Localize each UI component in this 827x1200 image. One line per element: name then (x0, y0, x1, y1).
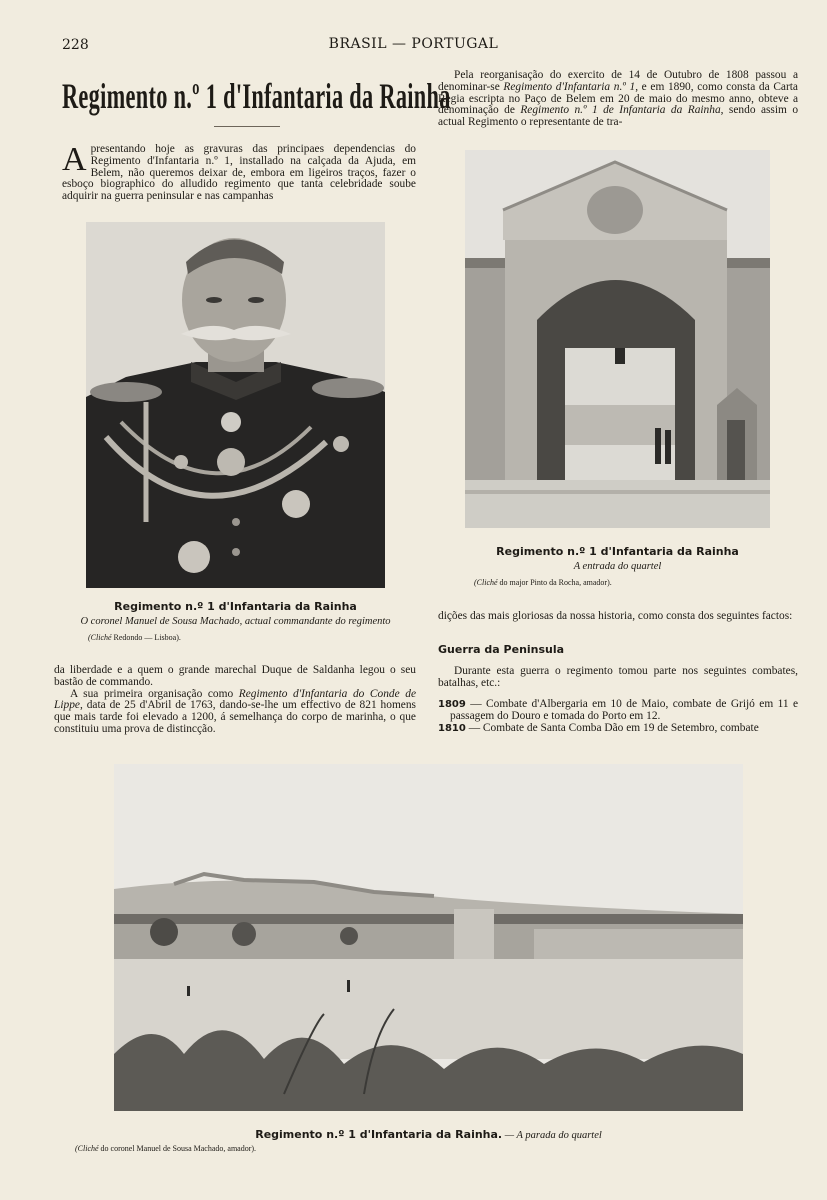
text-run: , data de 25 d'Abril de 1763, dando-se-lhe um effectivo de 821 homens que mais tarde foi elevado a 1200, á semelhança do corpo de marinha, o que constituiu uma prova de distincção. (54, 699, 416, 735)
parade-credit (75, 1144, 256, 1153)
section-intro: Durante esta guerra o regimento tomou parte nos seguintes combates, batalhas, etc.: (438, 665, 798, 689)
entry-text: — Combate d'Albergaria em 10 de Maio, combate de Grijó em 11 e passagem do Douro e tomada do Porto em 12. (450, 698, 798, 722)
left-bottom-text (54, 665, 416, 736)
intro-text: presentando hoje as gravuras das principaes dependencias do Regimento d'Infantaria n.º 1, installado na calçada da Ajuda, em Belem, não queremos deixar de, embora em ligeiros traços, fazer o esboço biographico do alludido regimento que tanta celebridade soube adquirir na guerra peninsular e nas campanhas (62, 143, 416, 203)
title-divider (214, 126, 280, 127)
credit-label: (Cliché (88, 633, 112, 642)
entry-year: 1810 (438, 722, 466, 734)
list-item (438, 699, 798, 723)
gate-caption-subtitle: A entrada do quartel (573, 561, 662, 572)
credit-text: do major Pinto da Rocha, amador). (497, 578, 612, 587)
intro-paragraph (62, 141, 416, 203)
portrait-caption-subtitle: O coronel Manuel de Sousa Machado, actual commandante do regimento (80, 616, 391, 627)
credit-label: (Cliché (474, 578, 498, 587)
article-title: Regimento n.º 1 d'Infantaria da Rainha (62, 76, 451, 116)
portrait-image (86, 222, 385, 588)
gate-image (465, 150, 770, 528)
gate-credit (474, 578, 612, 587)
credit-text: do coronel Manuel de Sousa Machado, amador). (98, 1144, 257, 1153)
parade-caption-title: Regimento n.º 1 d'Infantaria da Rainha. (255, 1128, 503, 1141)
portrait-caption-title: Regimento n.º 1 d'Infantaria da Rainha (114, 600, 357, 613)
text-run: Pela reorganisação do exercito de 14 de Outubro de 1808 passou a denominar-se (438, 69, 798, 93)
parade-caption-subtitle: — A parada do quartel (502, 1130, 602, 1141)
parade-caption (114, 1128, 743, 1141)
regiment-name-italic: Regimento d'Infantaria do Conde de Lippe (54, 687, 416, 712)
credit-label: (Cliché (75, 1144, 99, 1153)
running-head: BRASIL — PORTUGAL (328, 36, 499, 52)
regiment-name-italic: Regimento n.º 1 de Infantaria da Rainha (520, 104, 721, 117)
liberty-paragraph: da liberdade e a quem o grande marechal Duque de Saldanha legou o seu bastão de commando. (54, 664, 416, 688)
entry-year: 1809 (438, 699, 466, 710)
text-run: , e em 1890, como consta da Carta Regia escripta no Paço de Belem em 20 de maio do mesmo anno, obteve a denominação de (438, 80, 798, 117)
regiment-name-italic: Regimento d'Infantaria n.º 1 (503, 80, 636, 93)
reorganisation-paragraph (438, 70, 798, 129)
portrait-credit (88, 633, 181, 642)
page-number: 228 (62, 37, 89, 53)
drop-cap: A (62, 141, 87, 178)
combat-list (438, 699, 798, 734)
gate-caption-title: Regimento n.º 1 d'Infantaria da Rainha (496, 545, 739, 558)
section-heading: Guerra da Peninsula (438, 643, 565, 656)
traditions-paragraph: dições das mais gloriosas da nossa historia, como consta dos seguintes factos: (438, 610, 793, 622)
portrait-photo (86, 222, 385, 588)
first-organisation-paragraph (54, 689, 416, 736)
entry-text: — Combate de Santa Comba Dão em 19 de Setembro, combate (465, 721, 759, 734)
credit-text: Redondo — Lisboa). (111, 633, 181, 642)
gate-photo (465, 150, 770, 528)
parade-photo (114, 764, 743, 1111)
text-run: A sua primeira organisação como (70, 687, 239, 700)
list-item (438, 723, 798, 735)
parade-image (114, 764, 743, 1111)
text-run: , sendo assim o actual Regimento o representante de tra- (438, 104, 799, 129)
